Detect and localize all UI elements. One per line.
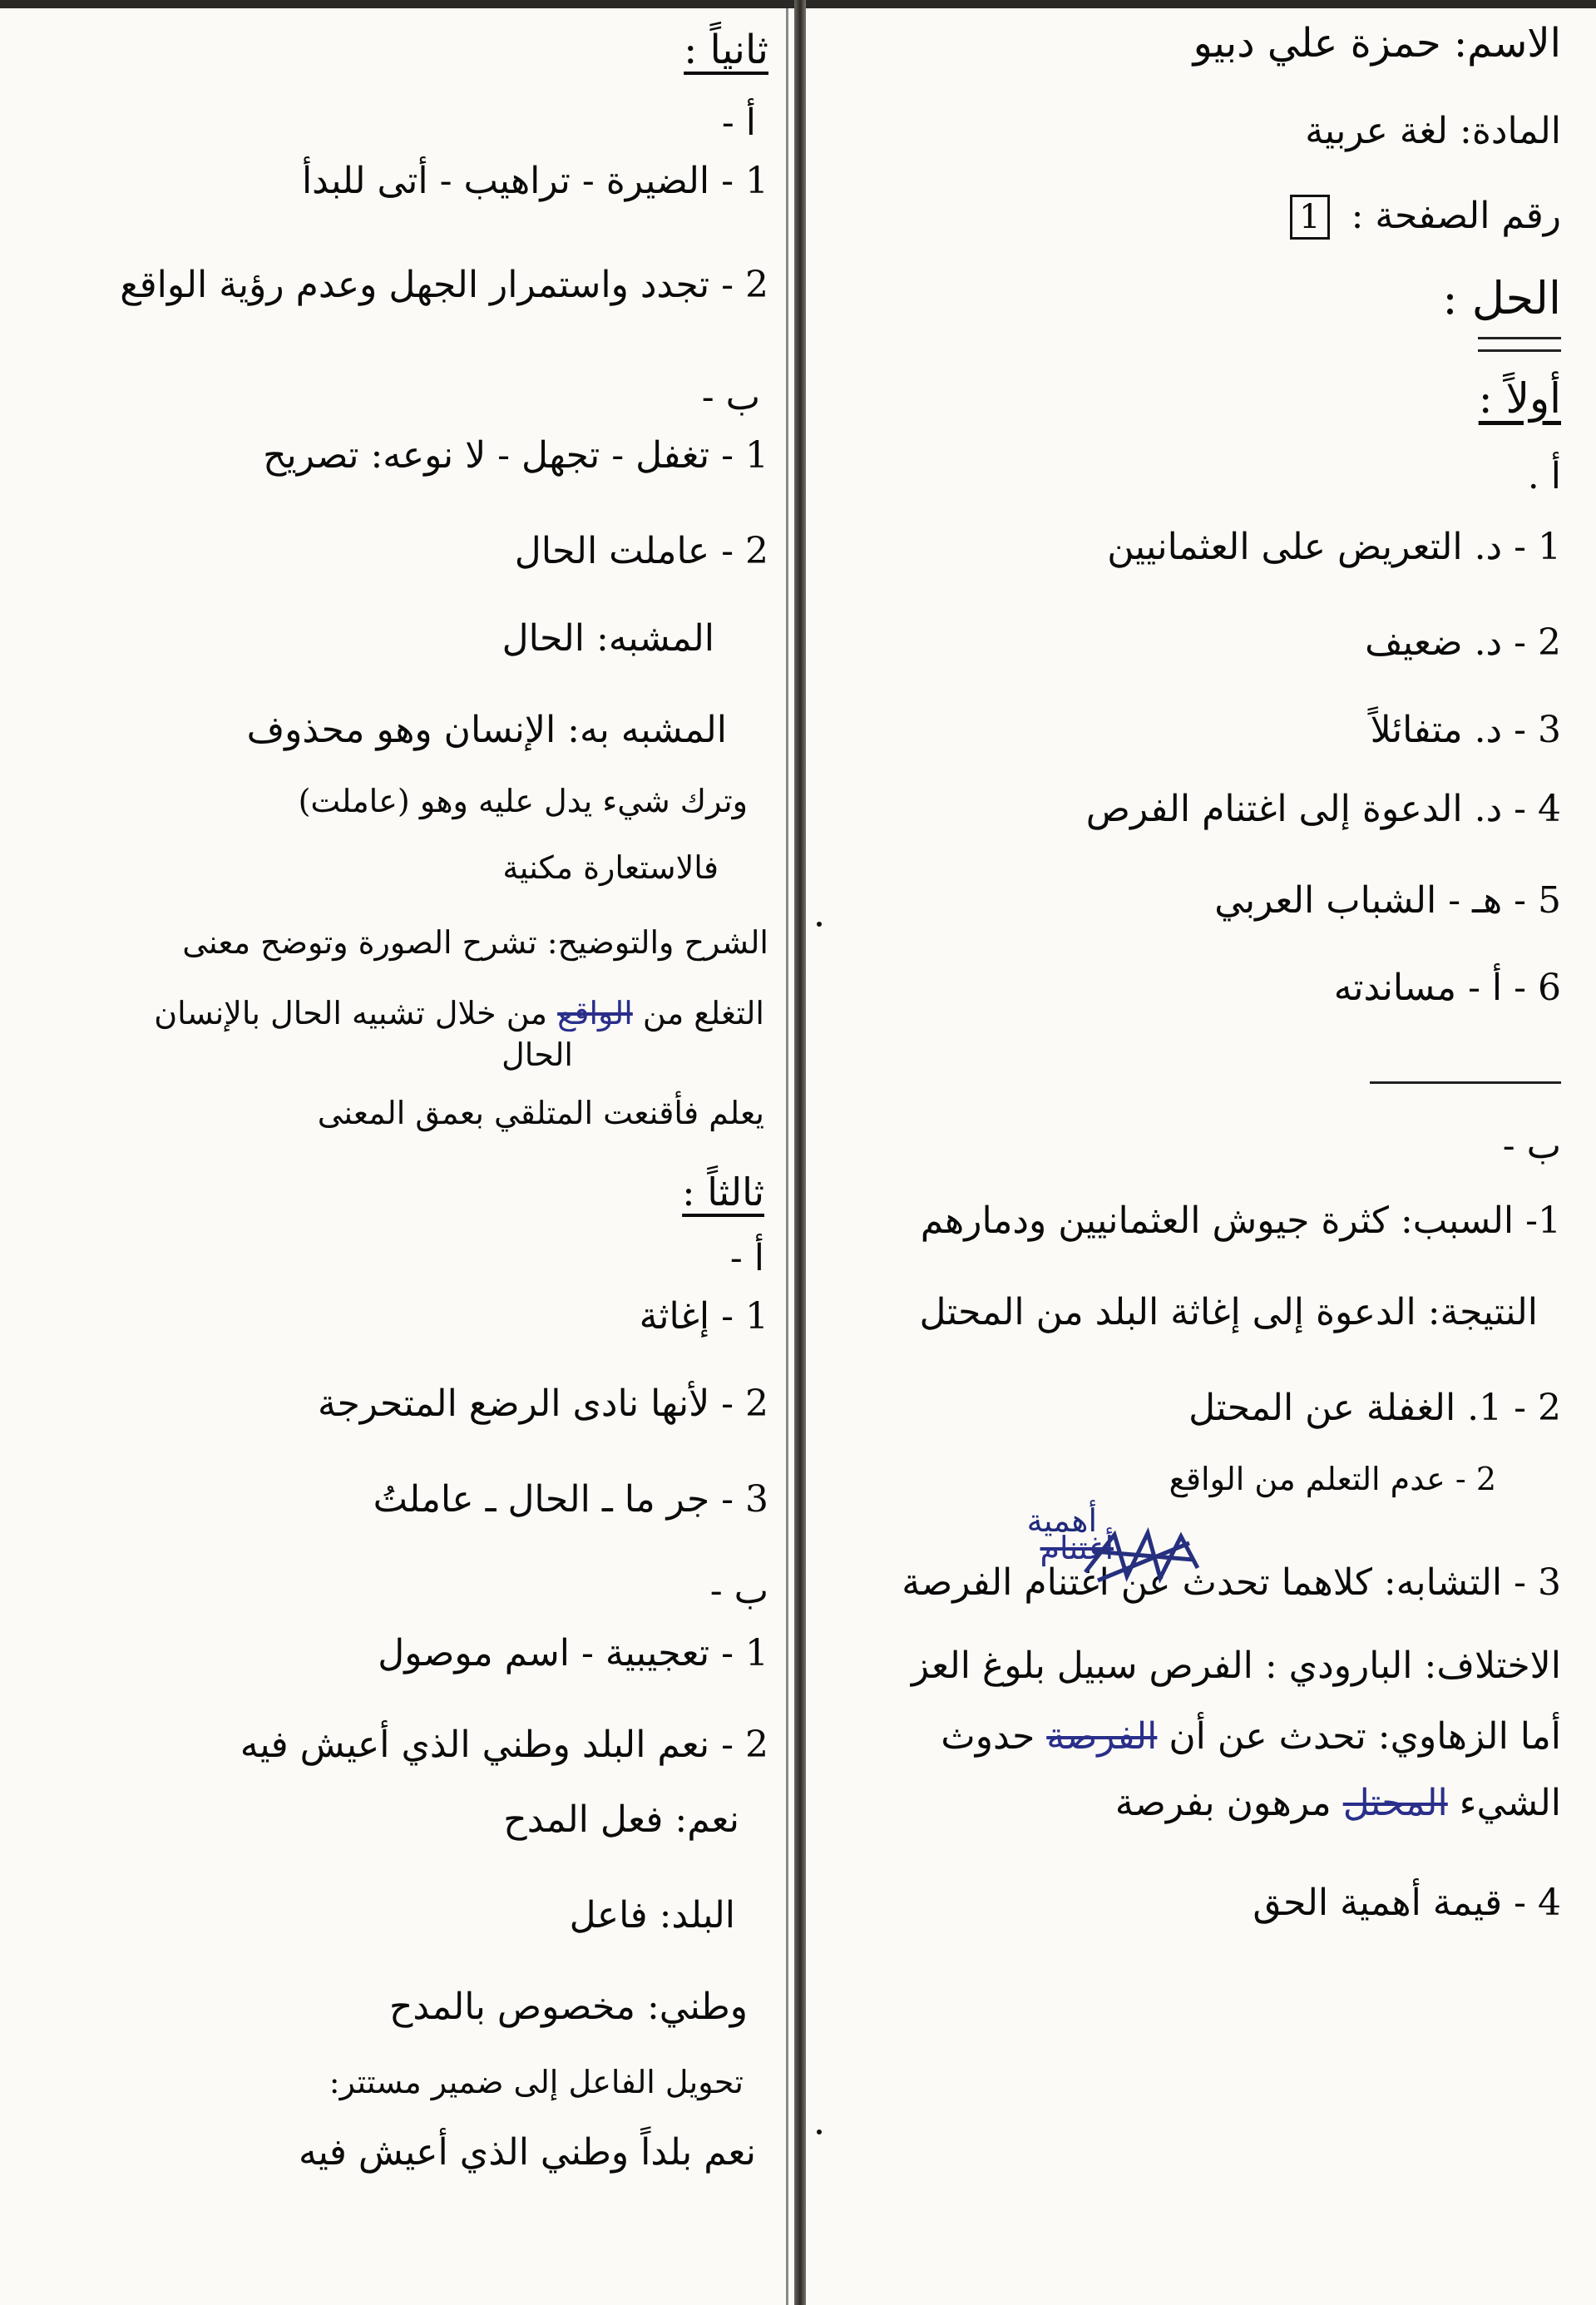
student-name: الاسم: حمزة علي دبيو xyxy=(1193,20,1561,67)
zahawi-start: أما الزهاوي: تحدث عن أن xyxy=(1157,1715,1561,1758)
divider-line xyxy=(1370,1081,1561,1084)
page-number-line xyxy=(1290,193,1561,240)
zahawi-cont-struck: المحتل xyxy=(1342,1782,1448,1824)
b3-diff-zahawi xyxy=(941,1714,1561,1759)
section2-a1: 1 - الضيرة - تراهيب - أتى للبدأ xyxy=(301,160,768,202)
section2-b1: 1 - تغفل - تجهل - لا نوعه: تصريح xyxy=(263,434,768,477)
answer-a6: 6 - أ - مساندته xyxy=(1333,967,1561,1009)
solution-title: الحل : xyxy=(1442,272,1561,324)
simile-subject: المشبه: الحال xyxy=(502,617,714,660)
title-underline-2 xyxy=(1478,349,1561,352)
page-number-box: 1 xyxy=(1290,195,1329,240)
page-number-label: رقم الصفحة : xyxy=(1351,195,1561,237)
section1-title: أولاً : xyxy=(1478,374,1561,423)
section3-b1: 1 - تعجيبية - اسم موصول xyxy=(378,1632,768,1674)
margin-dot xyxy=(817,922,822,927)
right-notebook-page xyxy=(806,8,1596,2305)
part-a-label: أ . xyxy=(1527,455,1561,497)
section2-b-label: ب - xyxy=(701,376,760,418)
margin-dot xyxy=(817,2129,822,2134)
b4-answer: 4 - قيمة أهمية الحق xyxy=(1253,1882,1561,1924)
simile-trace: وترك شيء يدل عليه وهو (عاملت) xyxy=(298,783,748,819)
zahawi-cont-start: الشيء xyxy=(1447,1782,1561,1824)
explain2-start: التغلع من xyxy=(632,995,764,1031)
section2-title: ثانياً : xyxy=(684,27,768,73)
b3-similarity: 3 - التشابه: كلاهما تحدث عن اغتنام الفرصة xyxy=(902,1561,1561,1604)
answer-a2: 2 - د. ضعيف xyxy=(1365,621,1561,664)
part-b-label: ب - xyxy=(1502,1125,1561,1167)
answer-a5: 5 - هـ - الشباب العربي xyxy=(1214,879,1561,922)
explain2-end: من خلال تشبيه الحال بالإنسان xyxy=(154,995,558,1031)
zahawi-cont-end: مرهون بفرصة xyxy=(1114,1782,1343,1824)
b3-diff-zahawi-cont xyxy=(1115,1780,1561,1826)
section2-a-label: أ - xyxy=(721,101,756,144)
explain2-struck: الواقع xyxy=(557,995,633,1031)
parse-subject: البلد: فاعل xyxy=(569,1894,735,1936)
simile-type: فالاستعارة مكنية xyxy=(502,849,719,886)
margin-line xyxy=(786,8,788,2305)
notebook-spine xyxy=(794,0,806,2305)
convert-instruction: تحويل الفاعل إلى ضمير مستتر: xyxy=(329,2064,744,2100)
zahawi-end: حدوث xyxy=(941,1715,1047,1758)
section3-b2: 2 - نعم البلد وطني الذي أعيش فيه xyxy=(240,1724,768,1766)
b3-diff-barudi: الاختلاف: البارودي : الفرص سبيل بلوغ العز xyxy=(911,1645,1561,1687)
subject-line: المادة: لغة عربية xyxy=(1305,110,1561,152)
b2-line2: 2 - عدم التعلم من الواقع xyxy=(1169,1461,1496,1497)
left-notebook-page xyxy=(0,8,794,2305)
parse-specific: وطني: مخصوص بالمدح xyxy=(388,1986,748,2028)
scribble-mark xyxy=(1081,1526,1206,1593)
parse-verb: نعم: فعل المدح xyxy=(503,1798,739,1841)
explain-line1: الشرح والتوضيح: تشرح الصورة وتوضح معنى xyxy=(182,924,768,961)
title-underline xyxy=(1478,337,1561,339)
section3-a1: 1 - إغاثة xyxy=(639,1295,768,1338)
section3-title: ثالثاً : xyxy=(682,1170,764,1214)
section2-b2: 2 - عاملت الحال xyxy=(514,530,768,572)
explain-line2 xyxy=(154,994,764,1034)
section3-a3: 3 - جر ما ـ الحال ـ عاملتُ xyxy=(373,1478,768,1521)
simile-object: المشبه به: الإنسان وهو محذوف xyxy=(246,709,727,751)
explain-line3: يعلم فأقنعت المتلقي بعمق المعنى xyxy=(317,1095,764,1131)
b2-line1: 2 - 1. الغفلة عن المحتل xyxy=(1188,1387,1561,1429)
b3-struck-word: أغتنام xyxy=(1040,1530,1114,1566)
b1-result: النتيجة: الدعوة إلى إغاثة البلد من المحتل xyxy=(919,1291,1538,1333)
section3-a-label: أ - xyxy=(729,1237,764,1279)
answer-a1: 1 - د. التعريض على العثمانيين xyxy=(1107,526,1561,568)
convert-final: نعم بلداً وطني الذي أعيش فيه xyxy=(299,2131,756,2174)
zahawi-struck: الفرصة xyxy=(1046,1715,1158,1758)
explain-line2-sup: الحال xyxy=(502,1036,573,1073)
section3-b-label: ب - xyxy=(709,1570,768,1612)
section3-a2: 2 - لأنها نادى الرضع المتحرجة xyxy=(317,1383,768,1425)
answer-a4: 4 - د. الدعوة إلى اغتنام الفرص xyxy=(1085,788,1561,830)
b1-cause: 1- السبب: كثرة جيوش العثمانيين ودمارهم xyxy=(920,1199,1561,1242)
section2-a2: 2 - تجدد واستمرار الجهل وعدم رؤية الواقع xyxy=(120,264,768,306)
b3-insert-word: أهمية xyxy=(1026,1502,1097,1539)
answer-a3: 3 - د. متفائلاً xyxy=(1370,709,1561,751)
